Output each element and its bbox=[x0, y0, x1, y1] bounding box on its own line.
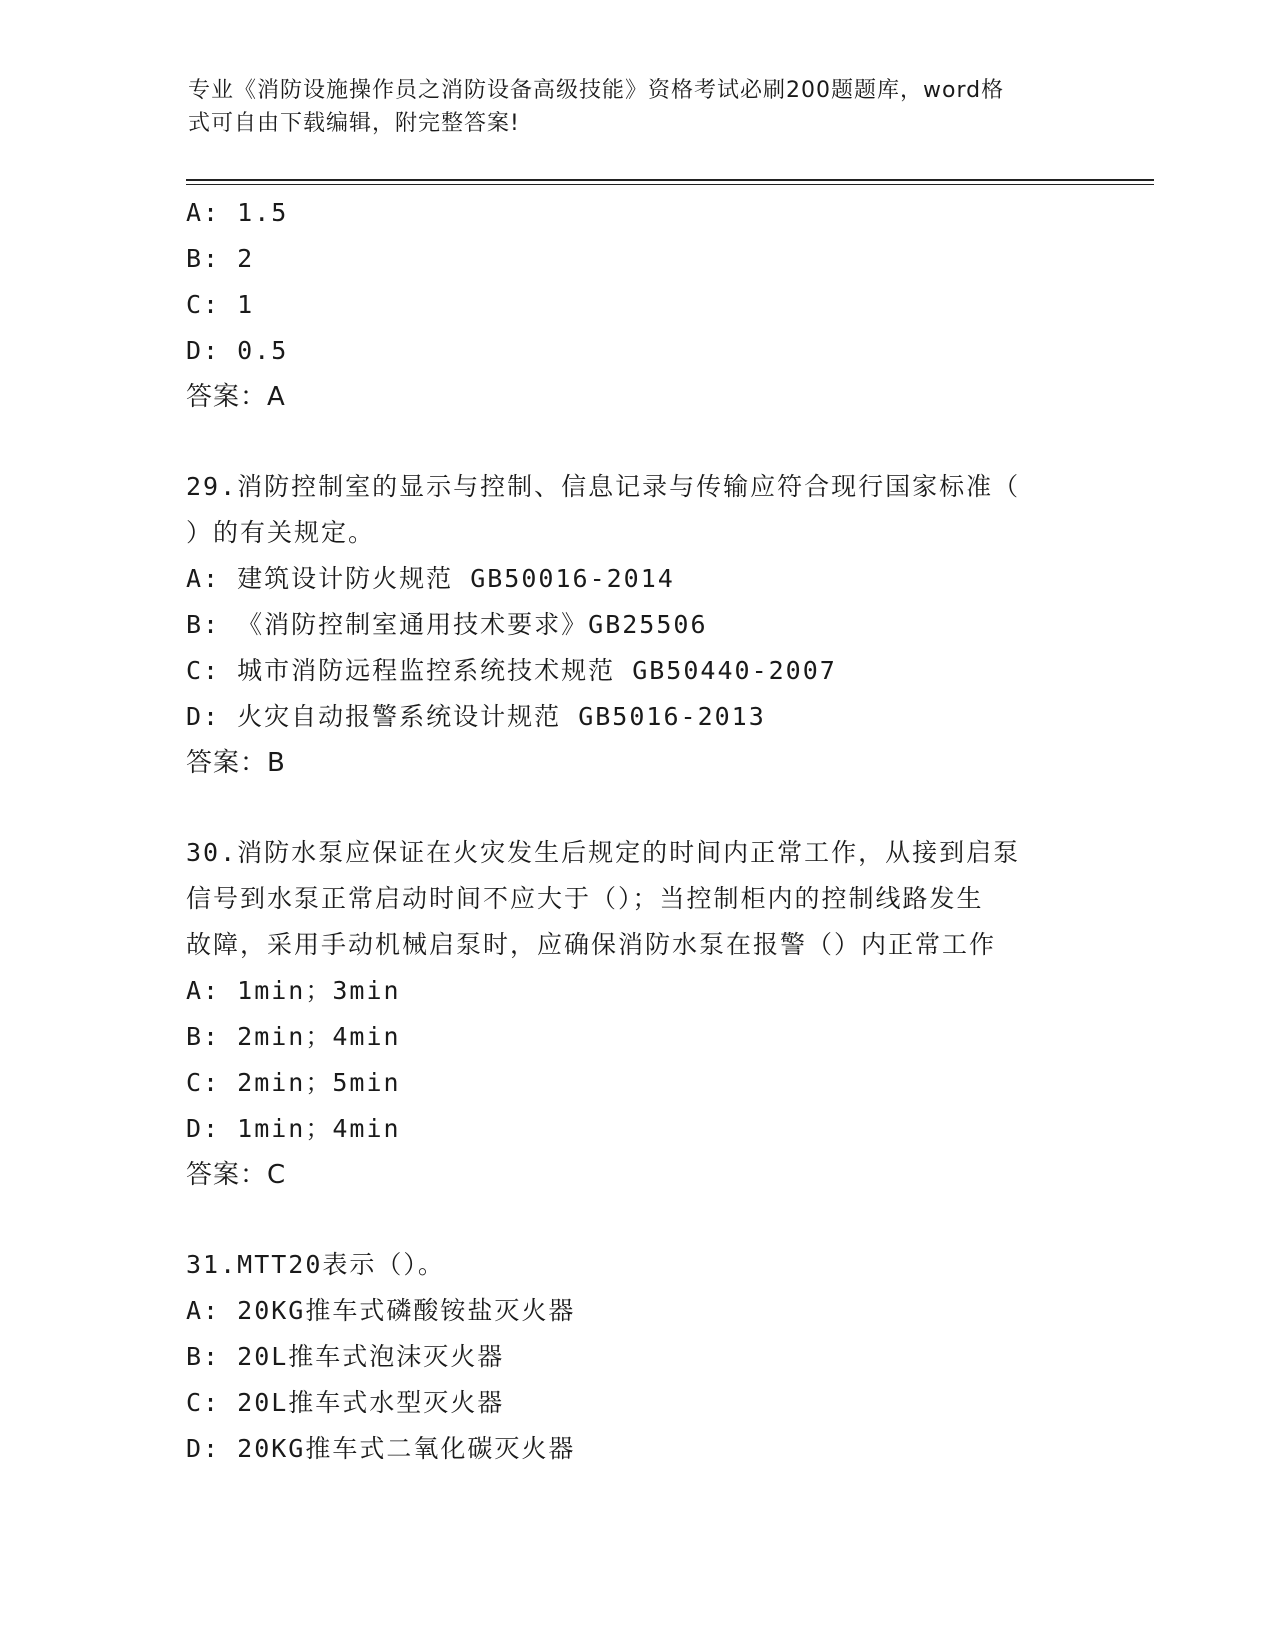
option-c: C: 20L推车式水型灭火器 bbox=[186, 1388, 505, 1417]
question-30 bbox=[186, 830, 1086, 1198]
option-b: B: 2min；4min bbox=[186, 1022, 401, 1051]
question-list bbox=[186, 190, 1086, 1472]
spacer bbox=[186, 1198, 1086, 1242]
answer: 答案：C bbox=[186, 1160, 287, 1190]
header-divider-thin bbox=[186, 184, 1154, 185]
question-stem-line: 29.消防控制室的显示与控制、信息记录与传输应符合现行国家标准（ bbox=[186, 472, 1021, 501]
answer: 答案：A bbox=[186, 382, 286, 412]
question-stem-line: 故障，采用手动机械启泵时，应确保消防水泵在报警（）内正常工作 bbox=[186, 930, 997, 959]
spacer bbox=[186, 420, 1086, 464]
option-a: A: 建筑设计防火规范 GB50016-2014 bbox=[186, 564, 675, 593]
option-c: C: 城市消防远程监控系统技术规范 GB50440-2007 bbox=[186, 656, 837, 685]
question-28 bbox=[186, 190, 1086, 420]
document-header bbox=[188, 74, 1088, 140]
option-d: D: 1min；4min bbox=[186, 1114, 401, 1143]
option-a: A: 20KG推车式磷酸铵盐灭火器 bbox=[186, 1296, 576, 1325]
spacer bbox=[186, 786, 1086, 830]
option-c: C: 1 bbox=[186, 290, 255, 319]
option-d: D: 20KG推车式二氧化碳灭火器 bbox=[186, 1434, 576, 1463]
option-b: B: 2 bbox=[186, 244, 255, 273]
option-a: A: 1min；3min bbox=[186, 976, 401, 1005]
header-divider-thick bbox=[186, 179, 1154, 181]
question-stem-line: 信号到水泵正常启动时间不应大于（）；当控制柜内的控制线路发生 bbox=[186, 884, 984, 913]
option-a: A: 1.5 bbox=[186, 198, 289, 227]
question-31 bbox=[186, 1242, 1086, 1472]
option-b: B: 20L推车式泡沫灭火器 bbox=[186, 1342, 505, 1371]
question-stem-line: ）的有关规定。 bbox=[186, 518, 376, 547]
header-line-2: 式可自由下载编辑，附完整答案! bbox=[188, 111, 520, 136]
question-stem-line: 30.消防水泵应保证在火灾发生后规定的时间内正常工作，从接到启泵 bbox=[186, 838, 1021, 867]
option-d: D: 0.5 bbox=[186, 336, 289, 365]
answer: 答案：B bbox=[186, 748, 286, 778]
option-b: B: 《消防控制室通用技术要求》GB25506 bbox=[186, 610, 708, 639]
option-d: D: 火灾自动报警系统设计规范 GB5016-2013 bbox=[186, 702, 766, 731]
question-29 bbox=[186, 464, 1086, 786]
question-stem-line: 31.MTT20表示（）。 bbox=[186, 1250, 445, 1279]
option-c: C: 2min；5min bbox=[186, 1068, 401, 1097]
header-line-1: 专业《消防设施操作员之消防设备高级技能》资格考试必刷200题题库，word格 bbox=[188, 78, 1005, 103]
